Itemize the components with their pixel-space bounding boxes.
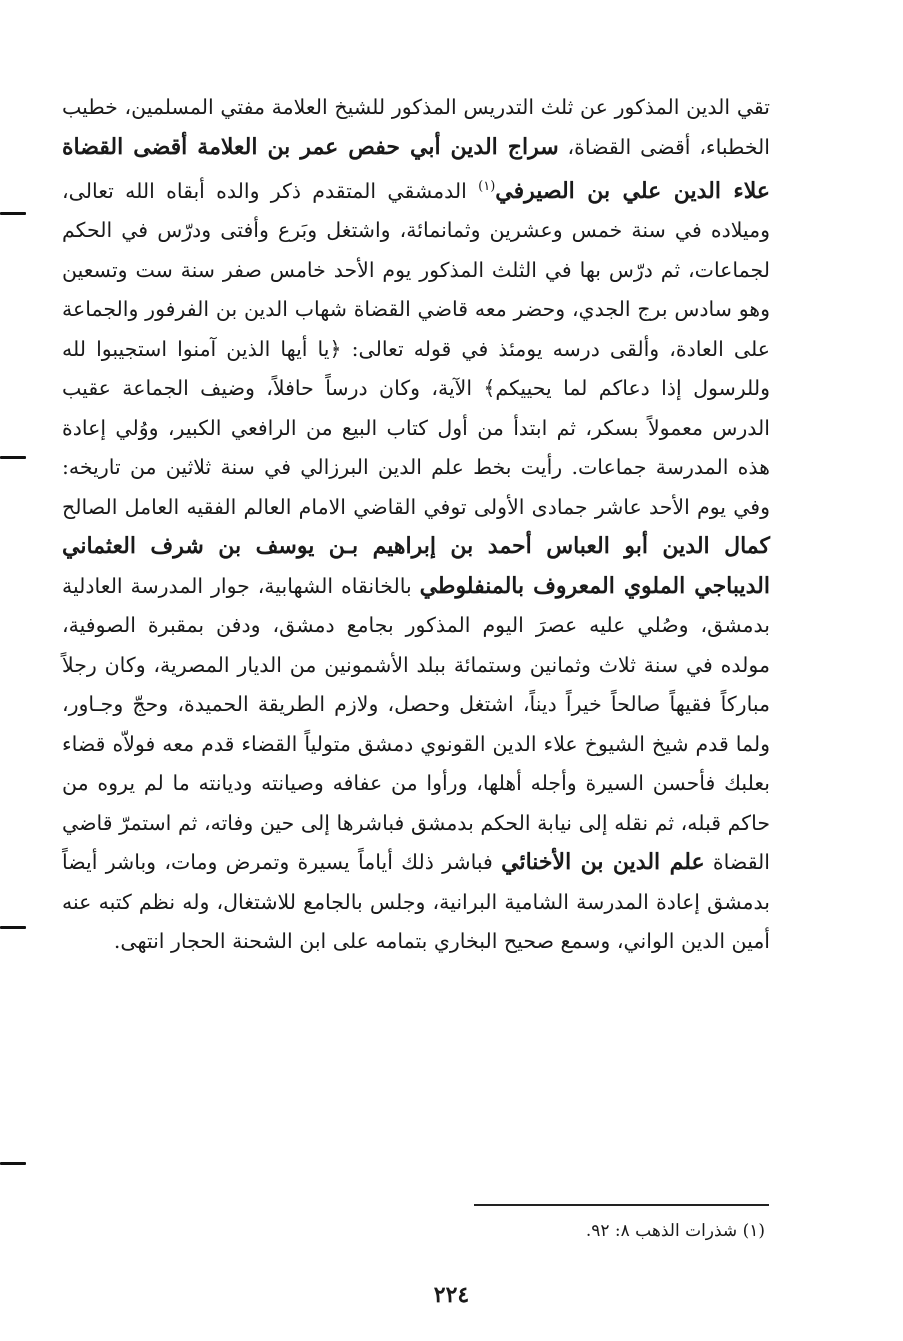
margin-mark xyxy=(0,926,26,929)
page-number: ٢٢٤ xyxy=(433,1282,470,1308)
text-run: بالخانقاه الشهابية، جوار المدرسة العادلية بدمشق، وصُلي عليه عصرَ اليوم المذكور بجامع دمشق، ودفن بمقبرة الصوفية، مولده في سنة ثلاث وثمانين وستمائة ببلد الأشمونين من الديار المصرية، وكان رجلاً مباركاً فقيهاً صالحاً خيراً ديناً، اشتغل وحصل، ولازم الطريقة الحميدة، وحجّ وجـاور، ولما قدم شيخ الشيوخ علاء الدين القونوي دمشق متولياً القضاء قدم معه فولاّه قضاء بعلبك فأحسن السيرة وأجله أهلها، ورأوا من عفافه وصيانته وديانته ما لم يروه من حاكم قبله، ثم نقله إلى نيابة الحكم بدمشق فباشرها إلى حين وفاته، ثم استمرّ قاضي القضاة xyxy=(62,573,771,875)
main-paragraph xyxy=(62,88,770,962)
bold-name-alam: علم الدين بن الأخنائي xyxy=(501,849,705,876)
text-run: الدمشقي المتقدم ذكر والده أبقاه الله تعالى، وميلاده في سنة خمس وعشرين وثمانمائة، واشتغل وبَرع وأفتى ودرّس في الحكم لجماعات، ثم درّس بها في الثلث المذكور يوم الأحد خامس صفر سنة ست وتسعين وهو سادس برج الجدي، وحضر معه قاضي القضاة شهاب الدين بن الفرفور والجماعة على العادة، وألقى درسه يومئذ في قوله تعالى: ﴿يا أيها الذين آمنوا استجيبوا لله وللرسول إذا دعاكم لما يحييكم﴾ الآية، وكان درساً حافلاً، وضيف الجماعة عقيب الدرس معمولاً بسكر، ثم ابتدأ من أول كتاب البيع من الرافعي الكبير، ووُلي إعادة هذه المدرسة جماعات. رأيت بخط علم الدين البرزالي في سنة ثلاثين من تاريخه: وفي يوم الأحد عاشر جمادى الأولى توفي القاضي الامام العالم الفقيه العامل الصالح xyxy=(62,178,770,519)
margin-mark xyxy=(0,1162,26,1165)
footnote-ref: (١) xyxy=(478,179,496,194)
bold-name-seraj: سراج الدين أبي حفص عمر بن العلامة أقضى القضاة علاء الدين علي بن الصيرفي xyxy=(62,133,770,204)
margin-mark xyxy=(0,456,26,459)
footnote-divider xyxy=(474,1204,769,1206)
text-run: تقي الدين المذكور عن ثلث التدريس المذكور للشيخ العلامة مفتي المسلمين، خطيب الخطباء، أقضى القضاة، xyxy=(62,95,770,159)
footnote: (١) شذرات الذهب ٨: ٩٢. xyxy=(585,1221,765,1241)
main-text xyxy=(62,88,770,962)
text-run: فباشر ذلك أياماً يسيرة وتمرض ومات، وباشر أيضاً بدمشق إعادة المدرسة الشامية البرانية، وجلس بالجامع للاشتغال، وله نظم كتبه عنه أمين الدين الواني، وسمع صحيح البخاري بتمامه على ابن الشحنة الحجار انتهى. xyxy=(62,850,770,954)
bold-name-kamal: كمال الدين أبو العباس أحمد بن إبراهيم بـن يوسف بن شرف العثماني الديباجي الملوي المعروف بالمنفلوطي xyxy=(62,533,771,599)
margin-mark xyxy=(0,212,26,215)
